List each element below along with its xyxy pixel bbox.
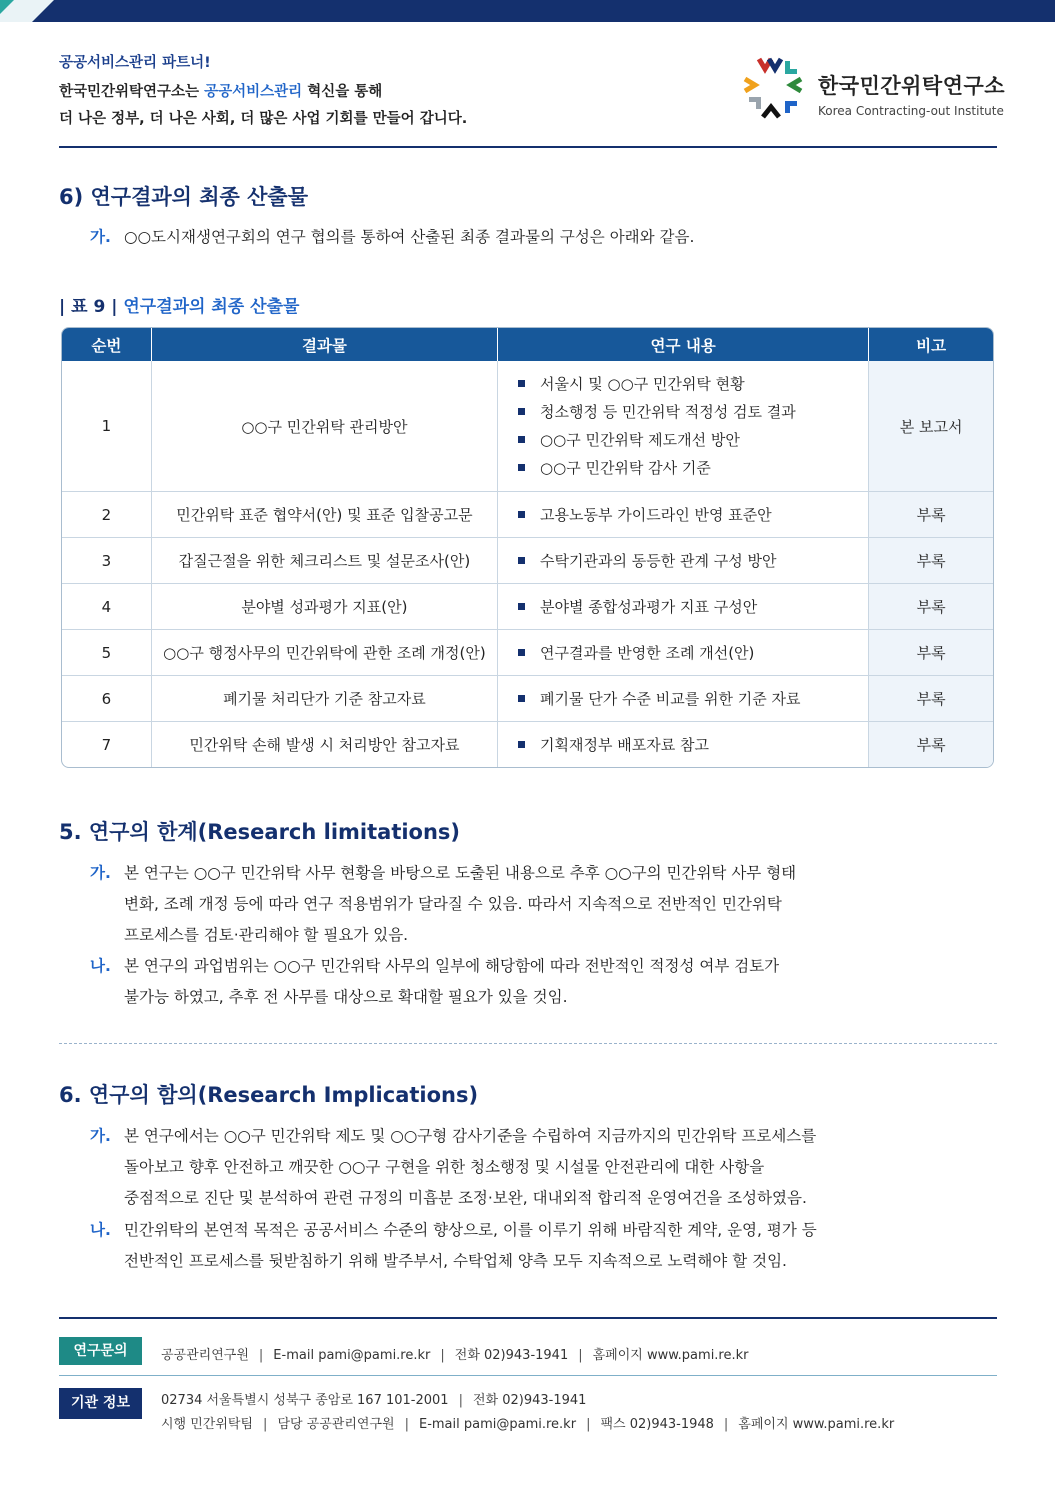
header-divider — [59, 146, 997, 148]
para-text: ○○도시재생연구회의 연구 협의를 통하여 산출된 최종 결과물의 구성은 아래와 같음. — [124, 228, 695, 246]
cell-content — [498, 361, 869, 492]
para-text: 민간위탁의 본연적 목적은 공공서비스 수준의 향상으로, 이를 이루기 위해 바람직한 계약, 운영, 평가 등 — [124, 1221, 817, 1239]
para-line — [90, 858, 940, 889]
org-name-english: Korea Contracting-out Institute — [818, 104, 1004, 118]
para-text: 본 연구의 과업범위는 ○○구 민간위탁 사무의 일부에 해당함에 따라 전반적인 적정성 여부 검토가 — [124, 957, 780, 975]
table-row — [62, 722, 993, 767]
cell-note: 부록 — [869, 538, 993, 584]
para-line: 프로세스를 검토·관리해야 할 필요가 있음. — [124, 926, 409, 944]
section-title-limitations: 5. 연구의 한계(Research limitations) — [59, 820, 461, 844]
cell-result: 민간위탁 표준 협약서(안) 및 표준 입찰공고문 — [152, 492, 498, 538]
cell-result: ○○구 민간위탁 관리방안 — [152, 361, 498, 492]
cell-result: 갑질근절을 위한 체크리스트 및 설문조사(안) — [152, 538, 498, 584]
cell-no: 7 — [62, 722, 152, 767]
cell-content — [498, 676, 869, 722]
cell-result: 분야별 성과평가 지표(안) — [152, 584, 498, 630]
footer-inquiry-phone: 전화 02)943-1941 — [454, 1348, 569, 1363]
footer-org-address-line: 02734 서울특별시 성북구 종암로 167 101-2001 | 전화 02)943-1941 — [161, 1393, 587, 1408]
cell-no: 3 — [62, 538, 152, 584]
col-header-note: 비고 — [869, 328, 993, 361]
footer-org-address: 02734 서울특별시 성북구 종암로 167 101-2001 — [161, 1393, 449, 1408]
cell-no: 5 — [62, 630, 152, 676]
content-bullet: ○○구 민간위탁 제도개선 방안 — [516, 426, 868, 454]
cell-no: 1 — [62, 361, 152, 492]
para-text: 본 연구에서는 ○○구 민간위탁 제도 및 ○○구형 감사기준을 수립하여 지금까지의 민간위탁 프로세스를 — [124, 1127, 817, 1145]
footer-org-fax: 팩스 02)943-1948 — [600, 1417, 714, 1432]
content-bullet: 연구결과를 반영한 조례 개선(안) — [516, 639, 868, 667]
content-bullet: 청소행정 등 민간위탁 적정성 검토 결과 — [516, 398, 868, 426]
intro-highlight: 공공서비스관리 — [204, 84, 303, 100]
institute-logo-icon — [741, 55, 805, 121]
table-row — [62, 630, 993, 676]
footer-divider — [59, 1317, 997, 1319]
cell-no: 6 — [62, 676, 152, 722]
content-bullet: 기획재정부 배포자료 참고 — [516, 731, 868, 759]
table-row — [62, 361, 993, 492]
cell-content — [498, 538, 869, 584]
col-header-result: 결과물 — [152, 328, 498, 361]
top-banner — [0, 0, 1055, 22]
content-bullet: 고용노동부 가이드라인 반영 표준안 — [516, 501, 868, 529]
para-line — [90, 951, 940, 982]
footer-inquiry-label: 연구문의 — [59, 1337, 142, 1365]
section-title-final-outputs: 6) 연구결과의 최종 산출물 — [59, 185, 309, 209]
para-marker: 가. — [90, 228, 111, 246]
table-header-row — [62, 328, 993, 361]
para-line: 전반적인 프로세스를 뒷받침하기 위해 발주부서, 수탁업체 양측 모두 지속적으로 노력해야 할 것임. — [124, 1252, 787, 1270]
intro-text-a: 한국민간위탁연구소는 — [59, 84, 205, 100]
section6-paragraph — [90, 222, 940, 253]
section-title-implications: 6. 연구의 함의(Research Implications) — [59, 1083, 479, 1107]
para-marker: 가. — [90, 1127, 111, 1145]
para-line: 중점적으로 진단 및 분석하여 관련 규정의 미흡분 조정·보완, 대내외적 합리적 운영여건을 조성하였음. — [124, 1189, 807, 1207]
implications-item-na — [90, 1215, 940, 1277]
cell-result: 민간위탁 손해 발생 시 처리방안 참고자료 — [152, 722, 498, 767]
limitations-item-na — [90, 951, 940, 1013]
cell-content — [498, 722, 869, 767]
footer-org-phone: 전화 02)943-1941 — [472, 1393, 587, 1408]
implications-item-ga — [90, 1121, 940, 1214]
table-row — [62, 538, 993, 584]
limitations-item-ga — [90, 858, 940, 951]
para-line: 변화, 조례 개정 등에 따라 연구 적용범위가 달라질 수 있음. 따라서 지속적으로 전반적인 민간위탁 — [124, 895, 782, 913]
table-caption — [59, 292, 299, 317]
final-outputs-table — [61, 327, 994, 768]
intro-line-1 — [59, 80, 382, 101]
footer-org-email[interactable]: E-mail pami@pami.re.kr — [418, 1417, 577, 1432]
footer-inquiry-email[interactable]: E-mail pami@pami.re.kr — [273, 1348, 431, 1363]
tagline: 공공서비스관리 파트너! — [59, 55, 211, 71]
footer-org-homepage[interactable]: 홈페이지 www.pami.re.kr — [738, 1417, 895, 1432]
cell-content — [498, 492, 869, 538]
cell-note: 부록 — [869, 630, 993, 676]
cell-note: 본 보고서 — [869, 361, 993, 492]
cell-no: 2 — [62, 492, 152, 538]
content-bullet: ○○구 민간위탁 감사 기준 — [516, 454, 868, 482]
para-line — [90, 1215, 940, 1246]
cell-content — [498, 630, 869, 676]
content-bullet: 서울시 및 ○○구 민간위탁 현황 — [516, 370, 868, 398]
cell-note: 부록 — [869, 676, 993, 722]
content-bullet: 수탁기관과의 동등한 관계 구성 방안 — [516, 547, 868, 575]
footer-org-manager: 담당 공공관리연구원 — [277, 1417, 395, 1432]
table-caption-title: 연구결과의 최종 산출물 — [123, 297, 300, 317]
footer-inquiry-homepage[interactable]: 홈페이지 www.pami.re.kr — [592, 1348, 749, 1363]
para-line — [90, 1121, 940, 1152]
footer-inquiry-info: 공공관리연구원 | E-mail pami@pami.re.kr | 전화 02)943-1941 | 홈페이지 www.pami.re.kr — [161, 1348, 749, 1363]
col-header-content: 연구 내용 — [498, 328, 869, 361]
cell-note: 부록 — [869, 492, 993, 538]
para-text: 본 연구는 ○○구 민간위탁 사무 현황을 바탕으로 도출된 내용으로 추후 ○○구의 민간위탁 사무 형태 — [124, 864, 797, 882]
footer-inquiry-dept: 공공관리연구원 — [161, 1348, 249, 1363]
para-line: 돌아보고 향후 안전하고 깨끗한 ○○구 구현을 위한 청소행정 및 시설물 안전관리에 대한 사항을 — [124, 1158, 765, 1176]
cell-note: 부록 — [869, 584, 993, 630]
table-caption-number: | 표 9 | — [59, 297, 118, 317]
cell-result: ○○구 행정사무의 민간위탁에 관한 조례 개정(안) — [152, 630, 498, 676]
para-marker: 가. — [90, 864, 111, 882]
para-marker: 나. — [90, 957, 111, 975]
table-row — [62, 676, 993, 722]
cell-note: 부록 — [869, 722, 993, 767]
footer-org-team: 시행 민간위탁팀 — [161, 1417, 254, 1432]
intro-line-2: 더 나은 정부, 더 나은 사회, 더 많은 사업 기회를 만들어 갑니다. — [59, 111, 468, 127]
table-row — [62, 584, 993, 630]
org-name-korean: 한국민간위탁연구소 — [818, 74, 1006, 98]
content-bullet: 분야별 종합성과평가 지표 구성안 — [516, 593, 868, 621]
cell-result: 폐기물 처리단가 기준 참고자료 — [152, 676, 498, 722]
col-header-no: 순번 — [62, 328, 152, 361]
table-row — [62, 492, 993, 538]
intro-text-c: 혁신을 통해 — [302, 84, 383, 100]
section-dotted-divider — [59, 1043, 997, 1044]
footer-inner-divider — [59, 1375, 997, 1376]
cell-content — [498, 584, 869, 630]
para-marker: 나. — [90, 1221, 111, 1239]
cell-no: 4 — [62, 584, 152, 630]
content-bullet: 폐기물 단가 수준 비교를 위한 기준 자료 — [516, 685, 868, 713]
footer-org-label: 기관 정보 — [59, 1388, 142, 1419]
footer-org-contact-line: 시행 민간위탁팀 | 담당 공공관리연구원 | E-mail pami@pami.re.kr | 팩스 02)943-1948 | 홈페이지 www.pami.re.kr — [161, 1417, 895, 1432]
para-line: 불가능 하였고, 추후 전 사무를 대상으로 확대할 필요가 있을 것임. — [124, 988, 568, 1006]
